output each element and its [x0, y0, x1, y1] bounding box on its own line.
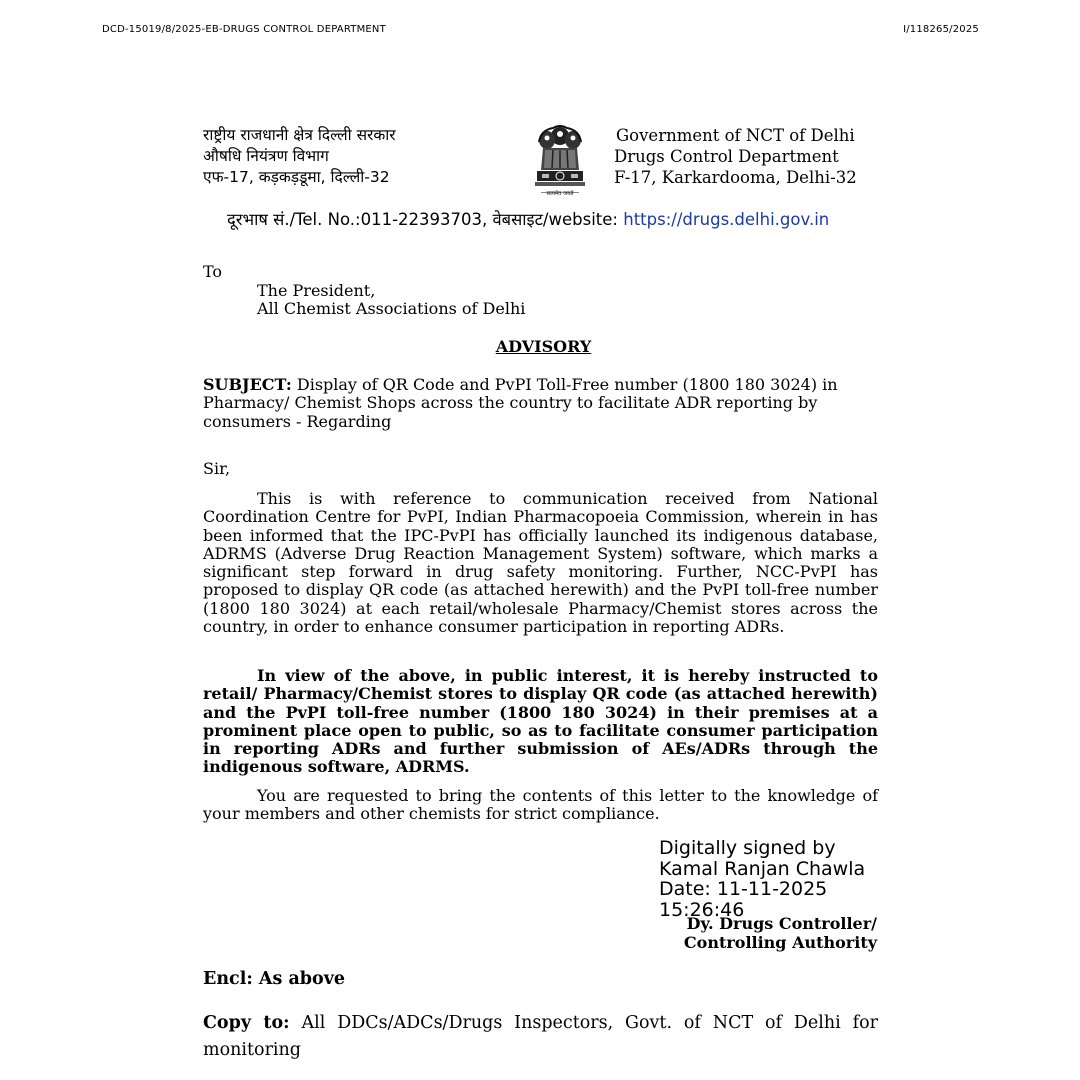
paragraph-reference: This is with reference to communication received from National Coordination Centre for PvPI, Indian Pharmacopoeia Commission, wherein in has been informed that the IPC-PvPI has officially launched its indigenous database, ADRMS (Adverse Drug Reaction Management System) software, which marks a significant step forward in drug safety monitoring. Further, NCC-PvPI has proposed to display QR code (as attached herewith) and the PvPI toll-free number (1800 180 3024) at each retail/wholesale Pharmacy/Chemist stores across the country, in order to enhance consumer participation in reporting ADRs.: [203, 489, 878, 637]
designation-line-1: Dy. Drugs Controller/: [686, 914, 877, 933]
signature-line-time: 15:26:46: [659, 898, 745, 921]
copy-to-text: All DDCs/ADCs/Drugs Inspectors, Govt. of NCT of Delhi for monitoring: [203, 1013, 878, 1060]
hindi-address-line: एफ-17, कड़कड़डूमा, दिल्ली-32: [203, 168, 390, 186]
national-emblem: [525, 122, 595, 204]
signatory-designation: [684, 914, 877, 952]
receipt-number: I/118265/2025: [903, 24, 979, 35]
letterhead-hindi: [203, 125, 396, 188]
copy-to-block: [203, 1010, 878, 1064]
addressee-organization: All Chemist Associations of Delhi: [257, 299, 526, 318]
contact-line: [227, 207, 829, 230]
hindi-government-line: राष्ट्रीय राजधानी क्षेत्र दिल्ली सरकार: [203, 126, 396, 144]
letterhead-english: [614, 125, 857, 188]
salutation: Sir,: [203, 459, 231, 478]
english-address-line: F-17, Karkardooma, Delhi-32: [614, 168, 857, 187]
file-reference: DCD-15019/8/2025-EB-DRUGS CONTROL DEPARTMENT: [102, 24, 386, 35]
paragraph-request: You are requested to bring the contents of this letter to the knowledge of your members and other chemists for strict compliance.: [203, 786, 878, 824]
addressee-title: The President,: [257, 281, 376, 300]
subject-label: SUBJECT:: [203, 375, 292, 394]
emblem-motto: सत्यमेव जयते: [546, 191, 574, 197]
copy-to-label: Copy to:: [203, 1013, 290, 1033]
signature-line-signed-by: Digitally signed by: [659, 837, 836, 859]
english-department-line: Drugs Control Department: [614, 147, 839, 166]
signature-line-date: Date: 11-11-2025: [659, 878, 828, 900]
english-government-line: Government of NCT of Delhi: [616, 126, 855, 145]
subject-block: [203, 376, 878, 431]
addressee-to: To: [203, 262, 223, 281]
document-title: ADVISORY: [495, 337, 592, 356]
designation-line-2: Controlling Authority: [683, 933, 877, 952]
enclosure-note: Encl: As above: [203, 969, 345, 989]
subject-text: Display of QR Code and PvPI Toll-Free number (1800 180 3024) in Pharmacy/ Chemist Shops across the country to facilitate ADR reporting by consumers - Regarding: [203, 375, 838, 431]
hindi-department-line: औषधि नियंत्रण विभाग: [203, 147, 329, 165]
website-link[interactable]: https://drugs.delhi.gov.in: [623, 210, 830, 229]
telephone-text: दूरभाष सं./Tel. No.:011-22393703, वेबसाइट/website:: [227, 210, 624, 229]
digital-signature: [659, 838, 865, 920]
signature-line-name: Kamal Ranjan Chawla: [659, 857, 866, 880]
paragraph-instruction: In view of the above, in public interest, it is hereby instructed to retail/ Pharmacy/Chemist stores to display QR code (as attached herewith) and the PvPI toll-free number (1800 180 3024) in their premises at a prominent place open to public, so as to facilitate consumer participation in reporting ADRs and further submission of AEs/ADRs through the indigenous software, ADRMS.: [203, 666, 878, 777]
